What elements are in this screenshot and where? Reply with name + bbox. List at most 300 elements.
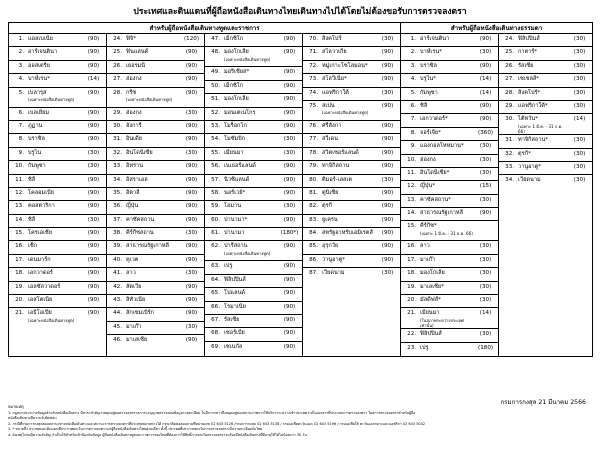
- stay-days: (30): [479, 196, 492, 203]
- country-index: 77.: [309, 136, 318, 143]
- stay-days: (14): [479, 89, 492, 96]
- stay-days: (15): [479, 183, 492, 190]
- country-row: [499, 101, 592, 114]
- country-row: [499, 162, 592, 175]
- country-name: โคลอมเบีย: [28, 189, 54, 196]
- country-name: ฟิลิปปินส์: [518, 36, 540, 42]
- country-row: [205, 201, 302, 214]
- country-name: คาซัคสถาน*: [420, 196, 452, 203]
- country-row: [107, 121, 204, 134]
- country-name: ไต้หวัน* (เฉพาะ 1 มี.ค. - 31 ก.ค. 66): [516, 114, 568, 134]
- stay-days: (90): [185, 256, 198, 263]
- country-row: [205, 94, 302, 107]
- country-row: [303, 255, 400, 268]
- country-row: [401, 282, 498, 295]
- country-row: [499, 149, 592, 162]
- country-name: ปานามา: [224, 230, 245, 237]
- country-index: 53.: [211, 122, 220, 129]
- stay-days: (90): [381, 189, 394, 196]
- stay-days: (90): [381, 203, 394, 210]
- issuer-stamp: [500, 398, 586, 407]
- stay-days: (90): [185, 62, 198, 69]
- country-row: [107, 228, 204, 241]
- country-index: 4.: [410, 76, 417, 83]
- country-index: 67.: [211, 317, 220, 324]
- country-index: 84.: [309, 230, 318, 237]
- country-index: 60.: [211, 216, 220, 223]
- country-row: [9, 134, 106, 147]
- country-index: 50.: [211, 82, 220, 89]
- country-index: 1.: [410, 36, 417, 42]
- stay-days: (30): [573, 163, 586, 170]
- country-name: คูเวต: [126, 256, 139, 263]
- country-index: 6.: [18, 109, 24, 116]
- country-index: 44.: [113, 310, 122, 317]
- country-index: 47.: [211, 36, 220, 42]
- country-index: 2.: [410, 49, 417, 56]
- country-name: ภูฏาน: [28, 122, 43, 129]
- stay-days: (90): [185, 283, 198, 290]
- country-row: [9, 74, 106, 87]
- country-name: โรมาเนีย: [224, 303, 246, 310]
- country-index: 87.: [309, 270, 318, 277]
- country-index: 4.: [18, 76, 24, 83]
- stay-days: (30): [479, 256, 492, 263]
- country-row: [9, 215, 106, 228]
- stay-days: (30): [185, 230, 198, 237]
- country-name: กรีซ (เฉพาะหนังสือเดินทางทูต): [124, 88, 180, 103]
- country-name: คอสตาริกา: [28, 203, 55, 210]
- stay-days: (90): [185, 216, 198, 223]
- stay-days: (30): [573, 137, 586, 144]
- country-row: [401, 61, 498, 74]
- stay-days: (90): [283, 109, 296, 116]
- stay-days: (30): [381, 176, 394, 183]
- country-name: เช็ก: [28, 243, 38, 250]
- stay-days: (90): [381, 62, 394, 69]
- country-index: 61.: [211, 230, 220, 237]
- country-note: (เฉพาะหนังสือเดินทางทูต): [224, 250, 271, 256]
- country-name: ฮ่องกง: [126, 109, 142, 116]
- country-index: 34.: [113, 176, 122, 183]
- stay-days: (30): [283, 149, 296, 156]
- country-name: มาเลเซีย: [126, 337, 148, 344]
- stay-days: (30): [185, 270, 198, 277]
- country-name: นิวซีแลนด์: [224, 176, 250, 183]
- country-name: ฟินแลนด์: [126, 49, 149, 56]
- country-index: 18.: [15, 270, 24, 277]
- country-row: [401, 221, 498, 241]
- country-name: ยูเครน: [322, 216, 338, 223]
- country-row: [499, 61, 592, 74]
- country-row: [205, 108, 302, 121]
- country-name: เม็กซิโก: [224, 36, 244, 42]
- country-row: [107, 148, 204, 161]
- country-name: เซเนกัล: [224, 343, 243, 350]
- column-5: [401, 34, 499, 357]
- stay-days: (30): [283, 203, 296, 210]
- country-index: 11.: [15, 176, 24, 183]
- country-index: 5.: [18, 89, 24, 96]
- group-header-official: สำหรับผู้ถือหนังสือเดินทางทูตและราชการ: [9, 23, 401, 34]
- country-index: 66.: [211, 303, 220, 310]
- country-index: 62.: [211, 243, 220, 250]
- footnote-line: 1. กฎหมายระหว่างข้อมูลสำหรับหนังสือเดินทาง มีสาระสำคัญว่าหยุดอยู่ขอตรวจลงตราสภาระอนุญาตตรวจสอบข้อมูลรายละเอียด ในมีการกล่าวถึงหยุดอยู่ของสถานภาพการใช้บริการระหว่างเข้าประเทศว่าเป็นเอกสารที่ประกอบการตรวจลงตรา โดยการตรวจลงตราสำหรับผู้ถือหนังสือเดินทางมีความรับผิดชอบ: [8, 410, 416, 421]
- country-row: [303, 134, 400, 147]
- country-row: [401, 155, 498, 168]
- stay-days: (90): [283, 276, 296, 283]
- country-note: (เฉพาะหนังสือเดินทางทูต): [28, 317, 75, 323]
- country-row: [107, 134, 204, 147]
- country-name: หมู่เกาะโซโลมอน*: [322, 62, 368, 69]
- country-index: 40.: [113, 256, 122, 263]
- country-row: [401, 114, 498, 127]
- country-index: 17.: [407, 256, 417, 263]
- country-index: 57.: [211, 176, 220, 183]
- footnotes: [8, 404, 428, 439]
- country-name: ทาจิกิสถาน*: [518, 137, 549, 144]
- country-row: [107, 175, 204, 188]
- country-row: [9, 175, 106, 188]
- country-index: 43.: [113, 297, 122, 304]
- country-row: [107, 34, 204, 47]
- country-index: 7.: [410, 116, 417, 123]
- stay-days: (360): [478, 129, 494, 136]
- country-name: มอนเตเนโกร: [224, 109, 256, 116]
- country-index: 26.: [113, 62, 122, 69]
- country-index: 15.: [15, 230, 24, 237]
- country-row: [401, 308, 498, 329]
- country-index: 63.: [211, 263, 220, 270]
- stay-days: (90): [283, 176, 296, 183]
- stay-days: (30): [479, 297, 492, 304]
- country-index: 22.: [407, 331, 417, 338]
- country-index: 36.: [113, 203, 122, 210]
- country-index: 6.: [410, 102, 417, 109]
- country-row: [303, 215, 400, 228]
- country-index: 1.: [18, 36, 24, 42]
- country-row: [205, 175, 302, 188]
- stay-days: (90): [87, 283, 100, 290]
- stay-days: (90): [381, 256, 394, 263]
- stay-days: (30): [573, 89, 586, 96]
- country-index: 34.: [505, 177, 515, 184]
- country-row: [401, 88, 498, 101]
- country-row: [9, 241, 106, 254]
- country-name: กัมพูชา: [28, 163, 46, 170]
- stay-days: (30): [87, 149, 100, 156]
- country-index: 35.: [113, 189, 122, 196]
- country-name: โครเอเชีย: [28, 230, 53, 237]
- stay-days: (30): [381, 270, 394, 277]
- country-name: บาห์เรน*: [420, 49, 442, 56]
- stay-days: (90): [185, 310, 198, 317]
- country-index: 70.: [309, 36, 318, 42]
- stay-days: (14): [479, 76, 492, 83]
- country-row: [9, 108, 106, 121]
- country-note: (ในสภาพระหว่างประเทศเท่านั้น): [420, 317, 465, 329]
- country-index: 59.: [211, 203, 220, 210]
- stay-days: (30): [87, 216, 100, 223]
- country-name: ปารีสถาน (เฉพาะหนังสือเดินทางทูต): [222, 241, 278, 256]
- stay-days: (90): [283, 303, 296, 310]
- country-name: มัลดีฟส์*: [420, 297, 441, 304]
- country-index: 82.: [309, 203, 318, 210]
- country-name: สเปน (เฉพาะหนังสือเดินทางทูต): [320, 101, 376, 116]
- column-1: [9, 34, 107, 357]
- country-row: [303, 88, 400, 101]
- country-name: เบลารุส (เฉพาะหนังสือเดินทางทูต): [26, 88, 82, 103]
- stay-days: (30): [573, 62, 586, 69]
- stay-days: (30): [185, 323, 198, 330]
- country-index: 25.: [113, 49, 122, 56]
- country-name: ตุรกี*: [518, 150, 531, 157]
- country-index: 75.: [309, 102, 318, 109]
- country-name: เปรู: [420, 344, 429, 351]
- stay-days: (90): [185, 122, 198, 129]
- country-name: ตูนิเซีย: [322, 189, 339, 196]
- country-name: อาร์เจนตินา: [28, 49, 58, 56]
- country-index: 79.: [309, 163, 318, 170]
- country-name: ชิลี: [420, 102, 428, 109]
- stay-days: (90): [185, 136, 198, 143]
- stay-days: (180*): [280, 230, 299, 237]
- country-index: 46.: [113, 337, 122, 344]
- stay-days: (30): [283, 136, 296, 143]
- country-row: [499, 34, 592, 47]
- country-row: [499, 114, 592, 135]
- country-name: คีร์กีซสถาน: [126, 230, 154, 237]
- country-row: [401, 101, 498, 114]
- column-4: [303, 34, 401, 357]
- country-index: 18.: [407, 270, 417, 277]
- stay-days: (90): [479, 62, 492, 69]
- country-name: มอริเชียส*: [224, 69, 250, 76]
- country-name: ฮ่องกง: [126, 76, 142, 83]
- country-index: 52.: [211, 109, 220, 116]
- country-row: [205, 215, 302, 228]
- country-row: [205, 228, 302, 241]
- country-index: 24.: [505, 36, 515, 42]
- country-index: 45.: [113, 323, 122, 330]
- stay-days: (90): [381, 49, 394, 56]
- country-index: 29.: [113, 109, 122, 116]
- stay-days: (90): [87, 189, 100, 196]
- country-name: สิงคโปร์: [322, 36, 342, 42]
- country-name: เซอร์เบีย: [224, 330, 245, 337]
- country-table: [8, 22, 593, 357]
- country-row: [205, 67, 302, 80]
- country-note: (เฉพาะหนังสือเดินทางทูต): [126, 96, 173, 102]
- country-name: เวียดนาม: [322, 270, 345, 277]
- country-name: มองโกเลีย: [224, 96, 249, 103]
- country-row: [303, 47, 400, 60]
- country-row: [9, 201, 106, 214]
- country-name: สิงคโปร์*: [518, 89, 541, 96]
- stay-days: (30): [479, 243, 492, 250]
- country-row: [303, 74, 400, 87]
- stay-days: (90): [283, 36, 296, 42]
- stay-days: (90): [283, 330, 296, 337]
- country-row: [205, 302, 302, 315]
- country-name: โมร็อกโก: [224, 122, 247, 129]
- country-row: [205, 328, 302, 341]
- country-name: ฮ่องกง: [420, 156, 436, 163]
- country-index: 19.: [15, 283, 24, 290]
- country-index: 25.: [505, 49, 515, 56]
- country-index: 41.: [113, 270, 122, 277]
- country-name: ศรีลังกา: [322, 122, 342, 129]
- stay-days: (90): [479, 116, 492, 123]
- stay-days: (90): [381, 243, 394, 250]
- stay-days: (90): [185, 76, 198, 83]
- country-name: เนเธอร์แลนด์: [224, 163, 256, 170]
- country-name: คีร์กีซ* (เฉพาะ 1 มี.ค. - 31 ธ.ค. 66): [420, 223, 473, 236]
- country-name: สวีเดน: [322, 136, 338, 143]
- country-name: วานูอาตู*: [322, 256, 346, 263]
- country-index: 51.: [211, 96, 220, 103]
- stay-days: (90): [283, 243, 296, 250]
- stay-days: (30): [479, 143, 492, 150]
- country-name: เซเชลส์*: [518, 76, 540, 83]
- country-name: อิสราเอล: [126, 176, 148, 183]
- country-name: อุรุกวัย: [322, 243, 339, 250]
- country-name: ลิทัวเนีย: [126, 297, 146, 304]
- country-name: แอฟริกาใต้*: [518, 102, 548, 109]
- column-2: [107, 34, 205, 357]
- country-name: ลาว: [126, 270, 136, 277]
- country-name: ลักเซมเบิร์ก: [126, 310, 155, 317]
- country-index: 12.: [15, 189, 24, 196]
- country-row: [499, 135, 592, 148]
- country-name: เดนมาร์ก: [28, 256, 51, 263]
- country-name: อินโดนีเซีย: [126, 149, 153, 156]
- country-index: 69.: [211, 343, 220, 350]
- stay-days: (90): [87, 256, 100, 263]
- country-name: บรูไน*: [420, 76, 437, 83]
- country-name: มาเลเซีย*: [420, 283, 444, 290]
- country-index: 26.: [505, 62, 515, 69]
- country-row: [303, 101, 400, 121]
- country-name: รัสเซีย: [518, 62, 534, 69]
- country-index: 3.: [18, 62, 24, 69]
- stay-days: (30): [573, 102, 586, 109]
- country-row: [107, 188, 204, 201]
- footnote-line: 2. กรณีที่กรมการกงสุลสอบสถานะทางหนังสือเดินทางและสถานะการตรวจลงตราที่ประเทศปลายทางได้ กรุณาติดต่อสอบถามที่หมายเลข 02 643 5126 /กรมการกงสุล 02 643 5138 / กรมเอเชียตะวันออก 02 643 5196 / กรมเอเชียใต้ ตะวันออกกลางและแอฟริกา 02 643 5042: [8, 421, 426, 426]
- country-row: [303, 241, 400, 254]
- stay-days: (30): [479, 270, 492, 277]
- country-index: 24.: [113, 36, 122, 42]
- country-index: 32.: [505, 150, 515, 157]
- country-index: 65.: [211, 290, 220, 297]
- group-header-ordinary: สำหรับผู้ถือหนังสือเดินทางธรรมดา: [401, 23, 593, 34]
- country-name: เอลซัลวาดอร์: [28, 283, 61, 290]
- country-name: แอลเบเนีย: [28, 36, 53, 42]
- column-3: [205, 34, 303, 357]
- country-name: ฮังการี: [126, 122, 142, 129]
- country-index: 14.: [407, 210, 417, 217]
- country-name: อิหร่าน: [126, 163, 144, 170]
- country-row: [205, 148, 302, 161]
- stay-days: (90): [185, 337, 198, 344]
- country-name: เม็กซิโก: [224, 82, 244, 89]
- country-name: สหรัฐอาหรับเอมิเรตส์: [322, 230, 373, 237]
- country-row: [107, 308, 204, 321]
- country-name: บรูไน: [28, 149, 42, 156]
- country-name: กาตาร์*: [518, 49, 538, 56]
- country-row: [107, 61, 204, 74]
- stay-days: (90): [283, 343, 296, 350]
- country-index: 8.: [410, 129, 417, 136]
- country-index: 86.: [309, 256, 318, 263]
- country-row: [303, 201, 400, 214]
- country-index: 15.: [407, 223, 417, 230]
- country-name: อินโดนีเซีย*: [420, 169, 450, 176]
- country-index: 27.: [113, 76, 122, 83]
- country-name: กัมพูชา: [420, 89, 438, 96]
- stay-days: (30): [381, 36, 394, 42]
- country-row: [9, 295, 106, 308]
- country-index: 73.: [309, 76, 318, 83]
- stay-days: (30): [573, 177, 586, 184]
- country-index: 31.: [113, 136, 122, 143]
- country-index: 10.: [407, 156, 417, 163]
- country-name: ฟิลิปปินส์: [420, 331, 442, 338]
- stay-days: (90): [381, 136, 394, 143]
- country-name: มาเก๊า: [126, 323, 142, 330]
- country-row: [107, 322, 204, 335]
- country-index: 27.: [505, 76, 515, 83]
- country-row: [9, 161, 106, 174]
- country-name: ปานามา*: [224, 216, 248, 223]
- country-row: [401, 47, 498, 60]
- country-name: มองโกเลีย: [420, 270, 445, 277]
- stay-days: (180): [478, 344, 494, 351]
- country-row: [303, 188, 400, 201]
- country-name: อาร์เจนตินา: [420, 36, 450, 42]
- country-note: (เฉพาะหนังสือเดินทางทูต): [28, 96, 75, 102]
- country-index: 13.: [15, 203, 24, 210]
- stay-days: (30): [479, 156, 492, 163]
- country-name: ชิลี: [28, 216, 36, 223]
- country-index: 29.: [505, 102, 515, 109]
- country-row: [499, 175, 592, 188]
- country-index: 8.: [18, 136, 24, 143]
- country-index: 85.: [309, 243, 318, 250]
- country-name: ฟิลิปปินส์: [224, 276, 246, 283]
- country-row: [205, 47, 302, 67]
- country-row: [9, 47, 106, 60]
- stay-days: (90): [87, 243, 100, 250]
- group-header-row: [9, 23, 593, 34]
- country-index: 56.: [211, 163, 220, 170]
- country-row: [107, 295, 204, 308]
- country-name: โอมาน: [224, 203, 242, 210]
- country-row: [9, 228, 106, 241]
- country-name: สวิตเซอร์แลนด์: [322, 149, 359, 156]
- country-index: 21.: [407, 310, 417, 317]
- stay-days: (90): [87, 89, 100, 96]
- stay-days: (90): [283, 189, 296, 196]
- country-name: เอธิโอเปีย (เฉพาะหนังสือเดินทางทูต): [26, 308, 82, 323]
- country-index: 5.: [410, 89, 417, 96]
- stay-days: (90): [283, 122, 296, 129]
- stay-days: (90): [283, 317, 296, 324]
- country-index: 32.: [113, 149, 122, 156]
- stay-days: (90): [87, 230, 100, 237]
- issuer-org: กรมการกงสุล 21 มีนาคม 2566: [500, 399, 586, 406]
- country-row: [401, 195, 498, 208]
